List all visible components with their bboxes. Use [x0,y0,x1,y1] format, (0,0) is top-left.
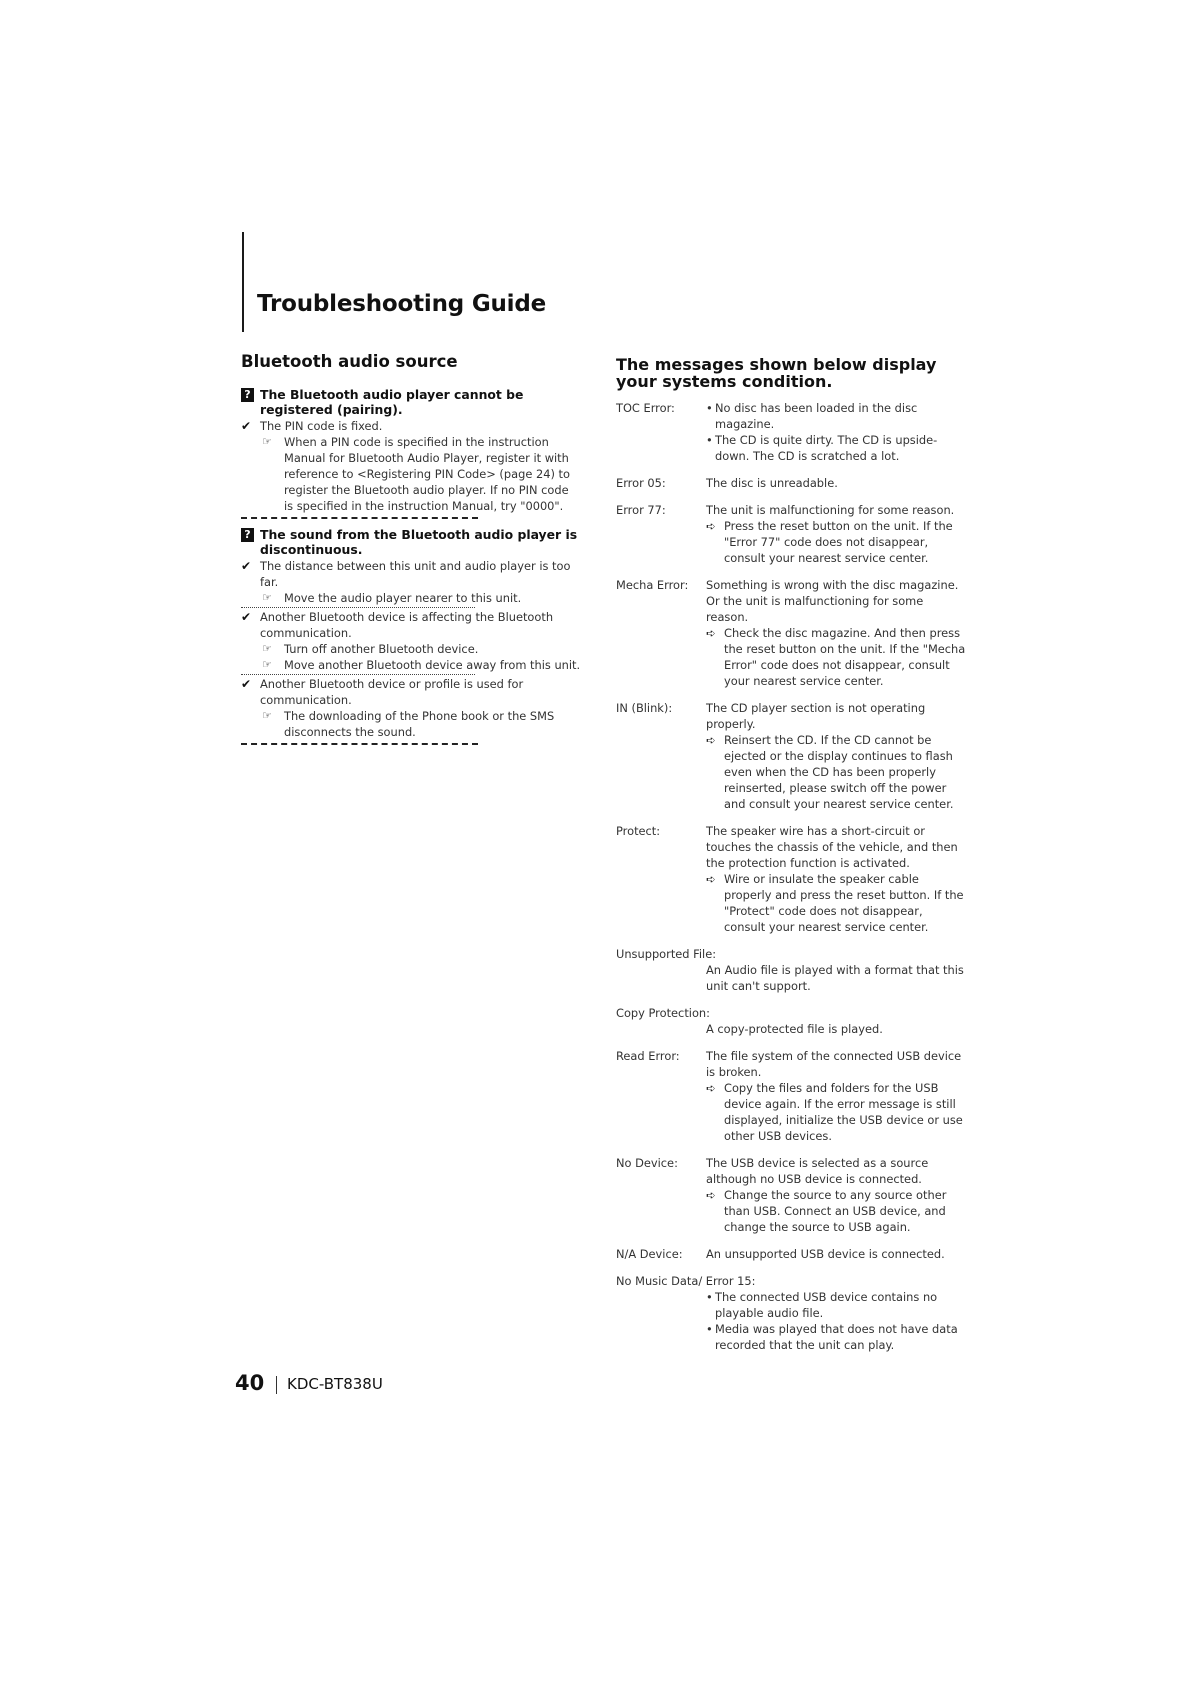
check-icon: ✔ [241,419,252,433]
remedy-text: Move the audio player nearer to this unit. [284,591,522,605]
dashed-separator [241,517,478,519]
message-body [706,700,966,812]
remedy-item [706,732,966,812]
message-text: The USB device is selected as a source although no USB device is connected. [706,1156,929,1186]
remedy-item [706,1187,966,1235]
message-label: No Device: [616,1156,678,1170]
cause-item [241,676,581,708]
problem-heading [241,387,581,417]
remedy-text: Change the source to any source other than USB. Connect an USB device, and change the source to USB again. [724,1188,947,1234]
remedy-item [706,625,966,689]
problem-title: The sound from the Bluetooth audio player is discontinuous. [260,527,578,557]
message-label: Error 77: [616,503,666,517]
remedy-text: Wire or insulate the speaker cable properly and press the reset button. If the "Protect" code does not disappear, consult your nearest service center. [724,872,964,934]
message-body [706,502,966,566]
bullet-item: • Media was played that does not have data recorded that the unit can play. [706,1321,966,1353]
arrow-icon: ➪ [706,519,716,533]
remedy-text: Press the reset button on the unit. If the "Error 77" code does not disappear, consult your nearest service center. [724,519,953,565]
message-body [706,1048,966,1144]
message-body [706,1289,966,1353]
question-icon: ? [241,388,254,402]
message-label: Error 05: [616,476,666,490]
message-entry [616,1246,966,1262]
message-label: No Music Data/ Error 15: [616,1274,756,1288]
message-text: An unsupported USB device is connected. [706,1247,945,1261]
dotted-separator [241,674,475,675]
message-text: A copy-protected file is played. [706,1022,883,1036]
arrow-icon: ➪ [706,626,716,640]
message-body [706,475,966,491]
right-column [616,356,966,1364]
message-label: Unsupported File: [616,947,717,961]
page-number: 40 [235,1371,265,1395]
message-label: Copy Protection: [616,1006,710,1020]
pointing-hand-icon: ☞ [262,591,272,604]
message-label: TOC Error: [616,401,675,415]
bullet-item: • No disc has been loaded in the disc magazine. [706,400,966,432]
message-entry [616,1048,966,1144]
arrow-icon: ➪ [706,872,716,886]
remedy-item [706,1080,966,1144]
question-icon: ? [241,528,254,542]
remedy-text: Move another Bluetooth device away from this unit. [284,658,581,672]
message-body [706,400,966,464]
bullet-item: • The CD is quite dirty. The CD is upside-down. The CD is scratched a lot. [706,432,966,464]
message-text: The disc is unreadable. [706,476,838,490]
arrow-icon: ➪ [706,733,716,747]
message-label: Read Error: [616,1049,680,1063]
message-text: An Audio file is played with a format that this unit can't support. [706,963,964,993]
pointing-hand-icon: ☞ [262,709,272,722]
message-text: The CD player section is not operating properly. [706,701,926,731]
message-text: The unit is malfunctioning for some reason. [706,503,955,517]
message-label: IN (Blink): [616,701,673,715]
pointing-hand-icon: ☞ [262,642,272,655]
message-entry [616,400,966,464]
remedy-text: Check the disc magazine. And then press the reset button on the unit. If the "Mecha Error" code does not disappear, consult your nearest service center. [724,626,966,688]
remedy-item [706,871,966,935]
section-title-messages: The messages shown below display your systems condition. [616,355,937,391]
remedy-text: The downloading of the Phone book or the SMS disconnects the sound. [284,709,555,739]
arrow-icon: ➪ [706,1081,716,1095]
dotted-separator [241,607,475,608]
message-body [706,577,966,689]
message-text: The file system of the connected USB device is broken. [706,1049,962,1079]
message-label: N/A Device: [616,1247,683,1261]
check-icon: ✔ [241,610,252,624]
remedy-text: Reinsert the CD. If the CD cannot be ejected or the display continues to flash even when the CD has been properly reinserted, please switch off the power and consult your nearest service center. [724,733,954,811]
message-label: Protect: [616,824,661,838]
footer-divider [276,1376,277,1394]
title-rule [242,232,244,332]
pointing-hand-icon: ☞ [262,658,272,671]
message-entry [616,502,966,566]
message-text: Something is wrong with the disc magazine. Or the unit is malfunctioning for some reason. [706,578,959,624]
remedy-text: When a PIN code is specified in the instruction Manual for Bluetooth Audio Player, register it with reference to <Registering PIN Code> (page 24) to register the Bluetooth audio player. If no PIN code is specified in the instruction Manual, try "0000". [284,435,570,513]
cause-text: The distance between this unit and audio player is too far. [260,559,571,589]
cause-item [241,558,581,590]
dashed-separator [241,743,478,745]
pointing-hand-icon: ☞ [262,435,272,448]
message-body [706,1155,966,1235]
remedy-item [262,708,581,740]
cause-item [241,609,581,641]
remedy-text: Turn off another Bluetooth device. [284,642,479,656]
message-label: Mecha Error: [616,578,689,592]
remedy-text: Copy the files and folders for the USB device again. If the error message is still displayed, initialize the USB device or use other USB devices. [724,1081,963,1143]
problem-title: The Bluetooth audio player cannot be registered (pairing). [260,387,524,417]
message-entry [616,577,966,689]
message-entry [616,475,966,491]
remedy-item [262,657,581,673]
message-entry [616,700,966,812]
model-name: KDC-BT838U [287,1375,383,1393]
message-entry [616,1155,966,1235]
problem-heading [241,527,581,557]
section-title-bluetooth-audio: Bluetooth audio source [241,352,458,371]
message-entry [616,823,966,935]
remedy-item [262,641,581,657]
check-icon: ✔ [241,677,252,691]
cause-text: Another Bluetooth device is affecting the Bluetooth communication. [260,610,554,640]
bullet-item: • The connected USB device contains no playable audio file. [706,1289,966,1321]
page-title: Troubleshooting Guide [257,291,547,317]
cause-text: Another Bluetooth device or profile is used for communication. [260,677,524,707]
message-body [706,823,966,935]
remedy-item [262,590,581,606]
cause-item [241,418,581,434]
check-icon: ✔ [241,559,252,573]
remedy-item [262,434,581,514]
message-text: The speaker wire has a short-circuit or touches the chassis of the vehicle, and then the protection function is activated. [706,824,958,870]
arrow-icon: ➪ [706,1188,716,1202]
message-body [706,1246,966,1262]
cause-text: The PIN code is fixed. [260,419,383,433]
left-column [241,352,581,753]
remedy-item [706,518,966,566]
